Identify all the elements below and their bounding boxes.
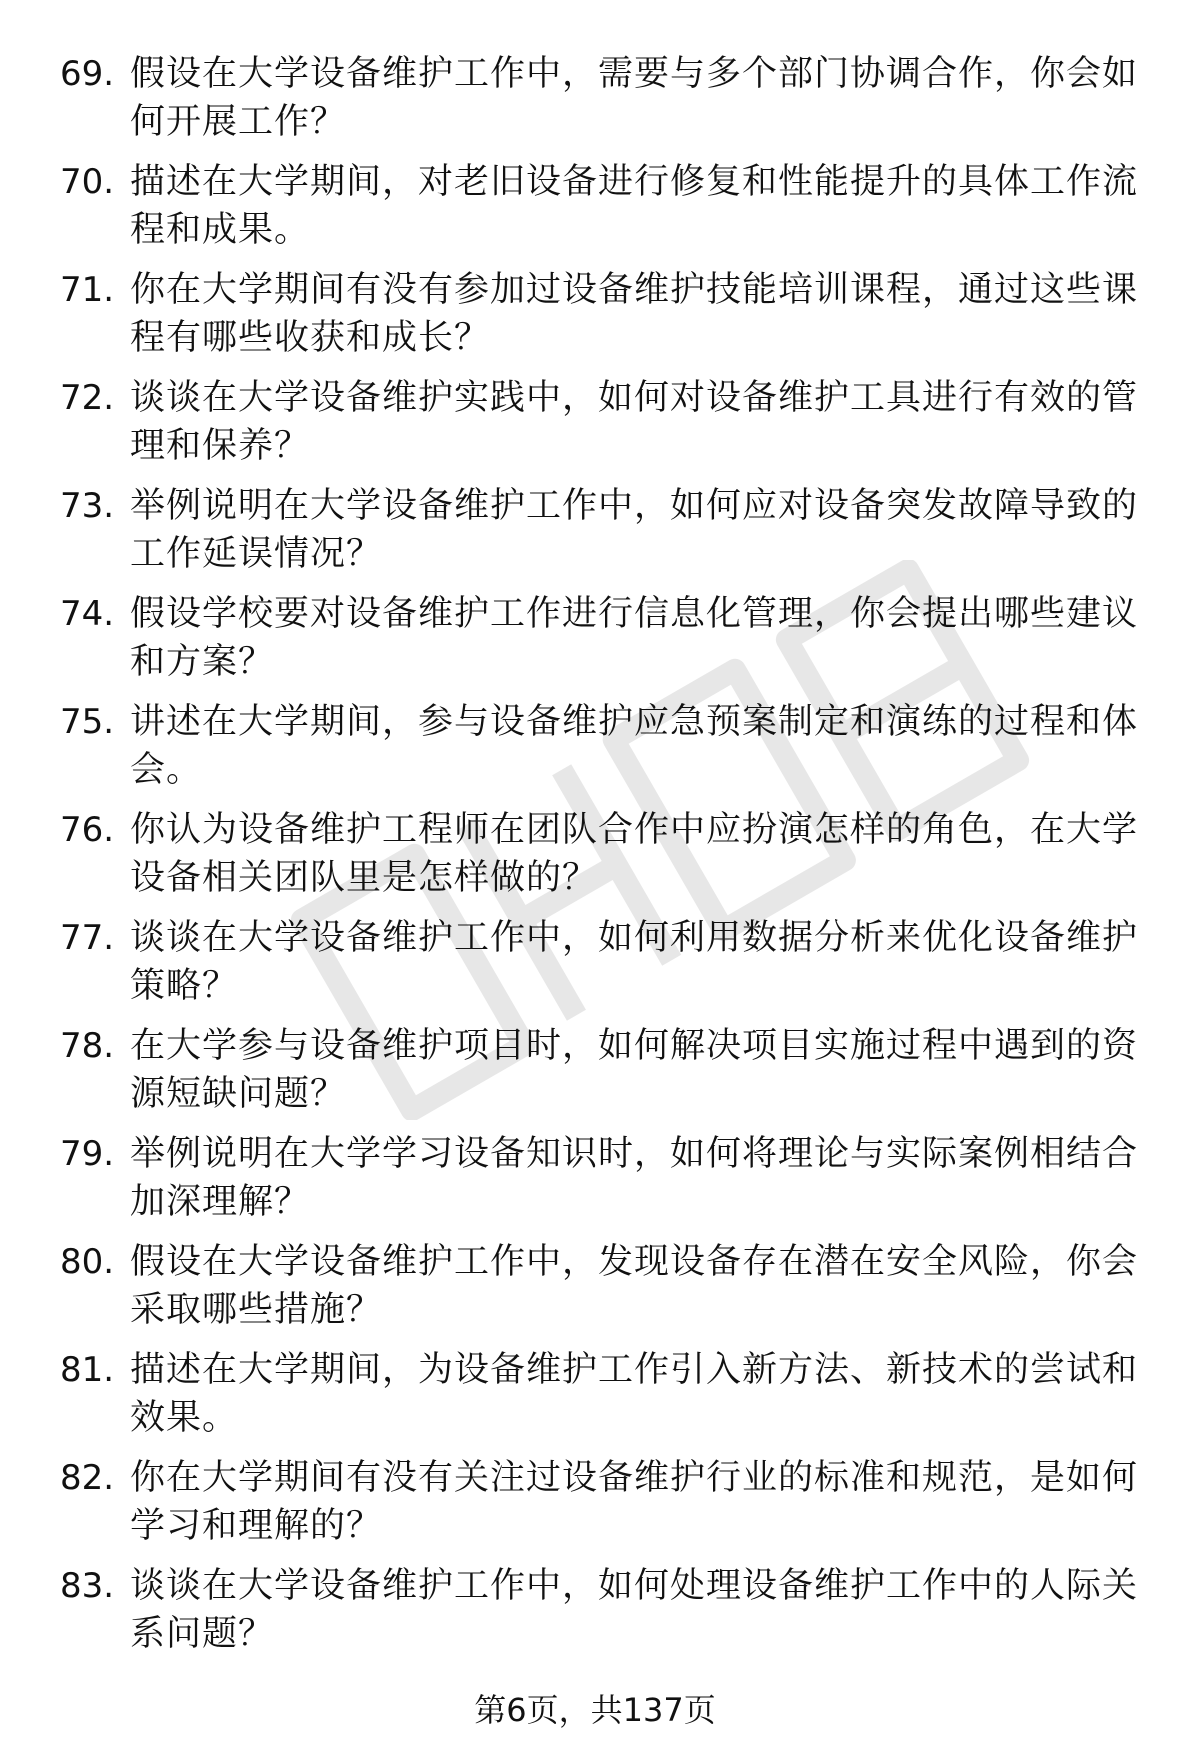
question-number: 76. [60, 810, 115, 850]
list-item [60, 806, 1150, 914]
question-number: 80. [60, 1242, 115, 1282]
question-number: 71. [60, 270, 115, 310]
question-number: 77. [60, 918, 115, 958]
page-number-footer: 第6页，共137页 [474, 1691, 716, 1729]
question-number: 75. [60, 702, 115, 742]
question-number: 70. [60, 162, 115, 202]
question-text: 你认为设备维护工程师在团队合作中应扮演怎样的角色，在大学设备相关团队里是怎样做的？ [130, 810, 1139, 898]
list-item [60, 1346, 1150, 1454]
list-item [60, 1238, 1150, 1346]
question-number: 69. [60, 54, 115, 94]
question-number: 78. [60, 1026, 115, 1066]
question-text: 在大学参与设备维护项目时，如何解决项目实施过程中遇到的资源短缺问题？ [130, 1026, 1139, 1114]
list-item [60, 1130, 1150, 1238]
question-number: 83. [60, 1566, 115, 1606]
list-item [60, 1562, 1150, 1670]
question-text: 假设在大学设备维护工作中，需要与多个部门协调合作，你会如何开展工作？ [130, 54, 1139, 142]
question-text: 谈谈在大学设备维护实践中，如何对设备维护工具进行有效的管理和保养？ [130, 378, 1139, 466]
question-text: 假设在大学设备维护工作中，发现设备存在潜在安全风险，你会采取哪些措施？ [130, 1242, 1139, 1330]
question-list [60, 50, 1150, 1670]
question-text: 你在大学期间有没有关注过设备维护行业的标准和规范，是如何学习和理解的？ [130, 1458, 1139, 1546]
list-item [60, 50, 1150, 158]
question-text: 讲述在大学期间，参与设备维护应急预案制定和演练的过程和体会。 [130, 702, 1139, 790]
question-number: 79. [60, 1134, 115, 1174]
question-number: 81. [60, 1350, 115, 1390]
question-text: 描述在大学期间，为设备维护工作引入新方法、新技术的尝试和效果。 [130, 1350, 1139, 1438]
list-item [60, 266, 1150, 374]
question-text: 你在大学期间有没有参加过设备维护技能培训课程，通过这些课程有哪些收获和成长？ [130, 270, 1139, 358]
question-number: 72. [60, 378, 115, 418]
question-text: 谈谈在大学设备维护工作中，如何处理设备维护工作中的人际关系问题？ [130, 1566, 1139, 1654]
question-text: 举例说明在大学设备维护工作中，如何应对设备突发故障导致的工作延误情况？ [130, 486, 1139, 574]
question-number: 82. [60, 1458, 115, 1498]
list-item [60, 482, 1150, 590]
question-number: 74. [60, 594, 115, 634]
question-text: 描述在大学期间，对老旧设备进行修复和性能提升的具体工作流程和成果。 [130, 162, 1139, 250]
list-item [60, 698, 1150, 806]
question-number: 73. [60, 486, 115, 526]
list-item [60, 374, 1150, 482]
list-item [60, 914, 1150, 1022]
question-text: 假设学校要对设备维护工作进行信息化管理，你会提出哪些建议和方案？ [130, 594, 1139, 682]
list-item [60, 158, 1150, 266]
list-item [60, 1454, 1150, 1562]
question-text: 谈谈在大学设备维护工作中，如何利用数据分析来优化设备维护策略？ [130, 918, 1139, 1006]
list-item [60, 590, 1150, 698]
question-text: 举例说明在大学学习设备知识时，如何将理论与实际案例相结合加深理解？ [130, 1134, 1139, 1222]
list-item [60, 1022, 1150, 1130]
